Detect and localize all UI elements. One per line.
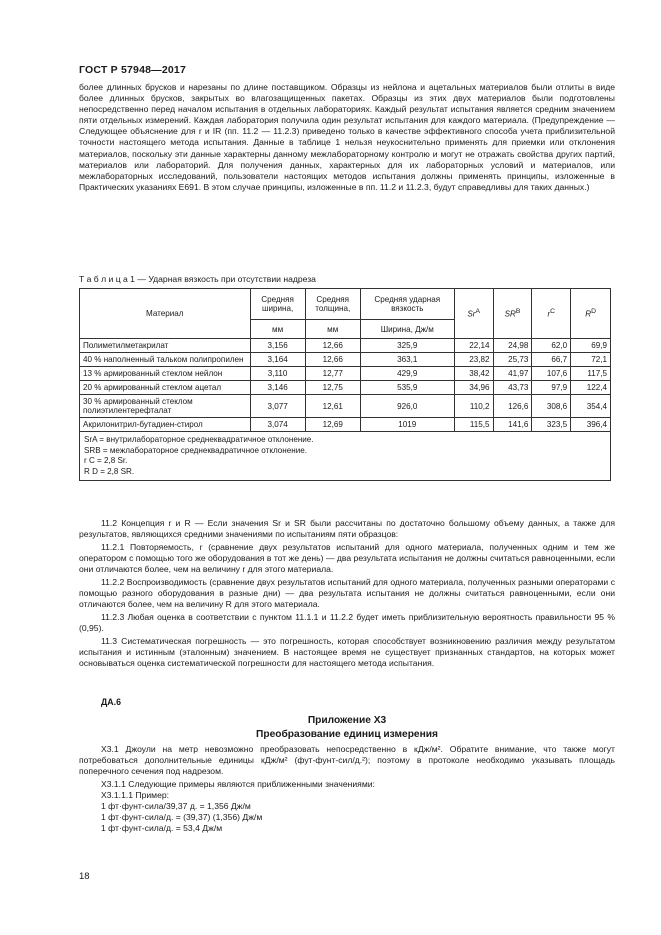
cell-r: 107,6 xyxy=(532,367,571,381)
table-row xyxy=(80,353,611,367)
example-line-2: 1 фт·фунт-сила/д. = (39,37) (1,356) Дж/м xyxy=(101,812,263,822)
cell-toughness: 325,9 xyxy=(360,339,454,353)
cell-toughness: 363,1 xyxy=(360,353,454,367)
cell-width: 3,110 xyxy=(250,367,305,381)
cell-thickness: 12,66 xyxy=(305,353,360,367)
page-number: 18 xyxy=(79,871,90,882)
cell-sr: 110,2 xyxy=(454,395,493,418)
section-11-2-1: 11.2.1 Повторяемость, r (сравнение двух результатов испытаний для одного материала, полученных одним и тем же оператором с помощью того же оборудования в тот же день) — два результата испытания не должны считаться равноценными, если они отличаются более, чем на величину r для этого материала. xyxy=(79,542,615,575)
cell-thickness: 12,61 xyxy=(305,395,360,418)
table-header-row xyxy=(80,289,611,320)
table-row xyxy=(80,381,611,395)
cell-thickness: 12,75 xyxy=(305,381,360,395)
cell-material: Акрилонитрил-бутадиен-стирол xyxy=(80,418,251,432)
table-note: SrA = внутрилабораторное среднеквадратичное отклонение. xyxy=(84,435,314,444)
col-header-thickness: Средняя толщина, xyxy=(305,289,360,320)
cell-r: 66,7 xyxy=(532,353,571,367)
col-header-sr: $Sr^A$ xyxy=(454,289,493,339)
cell-material: 40 % наполненный тальком полипропилен xyxy=(80,353,251,367)
cell-width: 3,074 xyxy=(250,418,305,432)
cell-sR: 126,6 xyxy=(493,395,532,418)
cell-material: 30 % армированный стеклом полиэтилентерефталат xyxy=(80,395,251,418)
cell-r: 62,0 xyxy=(532,339,571,353)
intro-paragraph: более длинных брусков и нарезаны по длине поставщиком. Образцы из нейлона и ацетальных материалов были отлиты в виде более длинных брусков, закрытых во влагозащищенных пакетах. Образцы из этих двух материалов были подготовлены непосредственно перед началом испытания в отдельных лабораториях. Каждый результат испытания является средним значением пяти отдельных измерений. Каждая лаборатория получила один результат испытания для каждого материала. (Предупреждение — Следующее объяснение для r и IR (пп. 11.2 — 11.2.3) приведено только в качестве эффективного способа учета приблизительной точности настоящего метода испытания. Данные в таблице 1 нельзя неукоснительно применять для приемки или отклонения материалов, поскольку эти данные характерны данному межлабораторному контролю и могут не отражать свойства других партий, материалов или лабораторий. Для получения данных, характерных для их лабораторных условий и материалов, или межлабораторных исследований, пользователи настоящих методов испытания должны применять принципы, изложенные в Практических указаниях E691. В этом случае принципы, изложенные в пп. 11.2 и 11.2.3, будут справедливы для таких данных.) xyxy=(79,82,615,192)
cell-r: 323,5 xyxy=(532,418,571,432)
cell-toughness: 926,0 xyxy=(360,395,454,418)
appendix-x3-1: Х3.1 Джоули на метр невозможно преобразовать непосредственно в кДж/м². Обратите внимание, что также могут потребоваться дополнительные единицы кДж/м² (фут-фунт-сил/д.²); поэтому в протоколе необходимо указывать площадь поперечного сечения под надрезом. xyxy=(79,744,615,777)
section-11-2-3: 11.2.3 Любая оценка в соответствии с пунктом 11.1.1 и 11.2.2 будет иметь приблизительную вероятность правильности 95 % (0,95). xyxy=(79,612,615,634)
table-row xyxy=(80,418,611,432)
col-header-R: $R^D$ xyxy=(571,289,611,339)
cell-sr: 22,14 xyxy=(454,339,493,353)
col-header-material: Материал xyxy=(80,289,251,339)
example-line-1: 1 фт·фунт-сила/39,37 д. = 1,356 Дж/м xyxy=(101,801,251,811)
cell-sr: 34,96 xyxy=(454,381,493,395)
example-line-3: 1 фт·фунт-сила/д. = 53,4 Дж/м xyxy=(101,823,223,833)
cell-toughness: 535,9 xyxy=(360,381,454,395)
cell-sR: 43,73 xyxy=(493,381,532,395)
col-header-toughness: Средняя ударная вязкость xyxy=(360,289,454,320)
section-da6-label: ДА.6 xyxy=(101,697,121,707)
table-row xyxy=(80,395,611,418)
unit-toughness: Ширина, Дж/м xyxy=(360,320,454,339)
table-note: SRB = межлабораторное среднеквадратичное отклонение. xyxy=(84,445,308,455)
table-row xyxy=(80,367,611,381)
cell-sr: 23,82 xyxy=(454,353,493,367)
cell-material: 13 % армированный стеклом нейлон xyxy=(80,367,251,381)
cell-thickness: 12,69 xyxy=(305,418,360,432)
col-header-r: $r^C$ xyxy=(532,289,571,339)
table-notes-row xyxy=(80,432,611,481)
cell-width: 3,164 xyxy=(250,353,305,367)
col-header-width: Средняя ширина, xyxy=(250,289,305,320)
cell-sR: 25,73 xyxy=(493,353,532,367)
cell-R: 122,4 xyxy=(571,381,611,395)
section-11-3: 11.3 Систематическая погрешность — это погрешность, которая способствует возникновению различия между результатом испытания и истинным (эталонным) значением. В настоящее время не существует признанных стандартов, на которых может основываться оценка систематической погрешности для настоящего метода испытания. xyxy=(79,636,615,669)
unit-thickness: мм xyxy=(305,320,360,339)
document-header: ГОСТ Р 57948—2017 xyxy=(79,64,187,76)
table-notes xyxy=(80,432,611,481)
table-row xyxy=(80,339,611,353)
table-caption: Т а б л и ц а 1 — Ударная вязкость при отсутствии надреза xyxy=(79,274,316,284)
cell-width: 3,146 xyxy=(250,381,305,395)
cell-sR: 41,97 xyxy=(493,367,532,381)
cell-sr: 38,42 xyxy=(454,367,493,381)
cell-material: Полиметилметакрилат xyxy=(80,339,251,353)
cell-sr: 115,5 xyxy=(454,418,493,432)
appendix-x3-1-1-1: Х3.1.1.1 Пример: xyxy=(101,790,170,800)
cell-sR: 24,98 xyxy=(493,339,532,353)
table-note: R D = 2,8 SR. xyxy=(84,466,135,476)
cell-width: 3,077 xyxy=(250,395,305,418)
unit-width: мм xyxy=(250,320,305,339)
cell-R: 69,9 xyxy=(571,339,611,353)
section-11-2-2: 11.2.2 Воспроизводимость (сравнение двух результатов испытаний для одного материала, полученных разными операторами с помощью разного оборудования в разные дни) — два результата испытания не должны считаться равноценными, если они отличаются более, чем на величину R для этого материала. xyxy=(79,577,615,610)
cell-material: 20 % армированный стеклом ацетал xyxy=(80,381,251,395)
cell-sR: 141,6 xyxy=(493,418,532,432)
appendix-title: Приложение Х3 xyxy=(307,715,387,726)
cell-r: 308,6 xyxy=(532,395,571,418)
col-header-sR: $SR^B$ xyxy=(493,289,532,339)
table-note: r C = 2,8 Sr. xyxy=(84,456,128,465)
impact-toughness-table xyxy=(79,288,611,481)
cell-r: 97,9 xyxy=(532,381,571,395)
cell-thickness: 12,77 xyxy=(305,367,360,381)
cell-R: 396,4 xyxy=(571,418,611,432)
cell-R: 72,1 xyxy=(571,353,611,367)
cell-thickness: 12,66 xyxy=(305,339,360,353)
cell-toughness: 1019 xyxy=(360,418,454,432)
section-11-2: 11.2 Концепция r и R — Если значения Sr и SR были рассчитаны по достаточно большому объему данных, а также для результатов, являющихся средними значениями по испытаниям пяти образцов: xyxy=(79,518,615,540)
cell-R: 354,4 xyxy=(571,395,611,418)
cell-R: 117,5 xyxy=(571,367,611,381)
cell-toughness: 429,9 xyxy=(360,367,454,381)
appendix-x3-1-1: Х3.1.1 Следующие примеры являются приближенными значениями: xyxy=(101,779,375,789)
appendix-subtitle: Преобразование единиц измерения xyxy=(256,729,438,740)
cell-width: 3,156 xyxy=(250,339,305,353)
